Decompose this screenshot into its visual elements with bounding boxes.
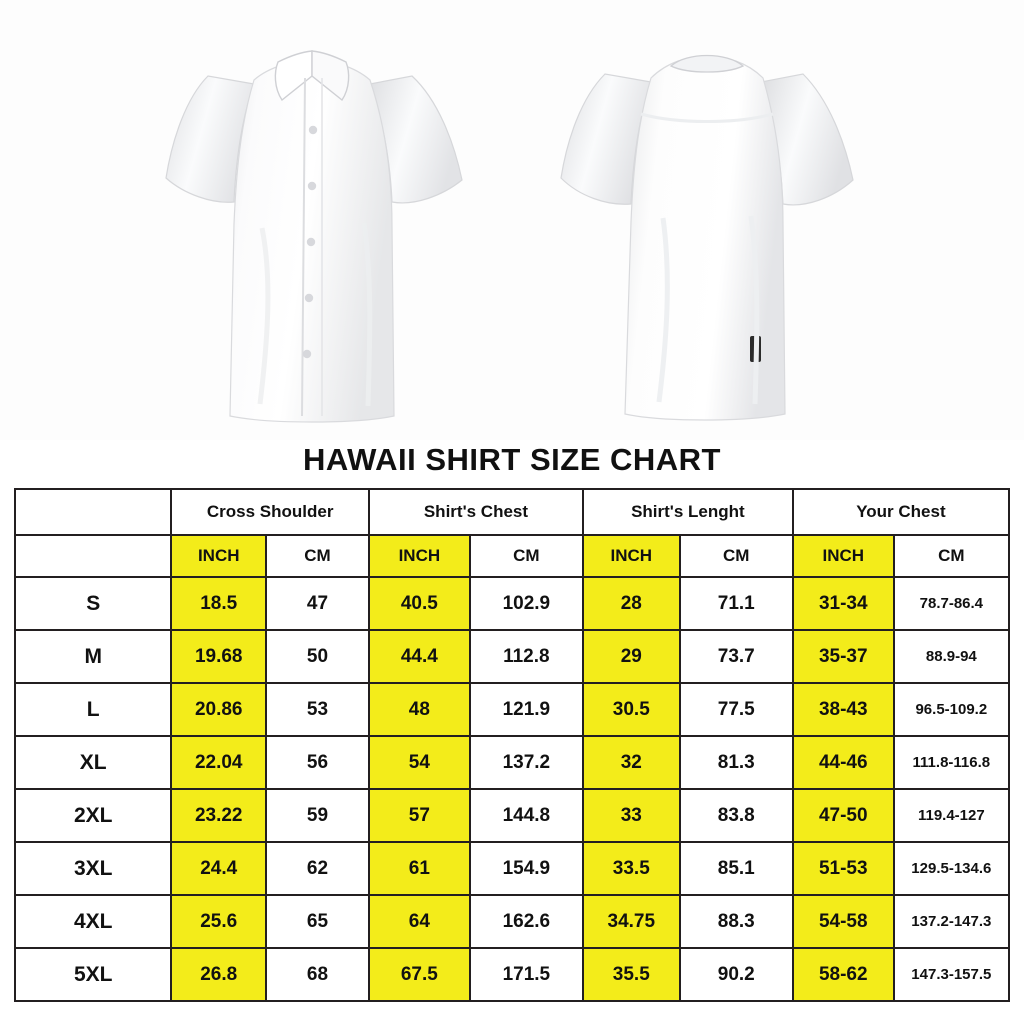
table-row (15, 736, 1009, 789)
cell-cs-inch: 24.4 (171, 842, 266, 895)
cell-cs-cm: 62 (266, 842, 369, 895)
row-size-label: XL (15, 736, 171, 789)
cell-yourchest-inch: 51-53 (793, 842, 894, 895)
cell-length-inch: 35.5 (583, 948, 680, 1001)
cell-chest-cm: 171.5 (470, 948, 583, 1001)
cell-chest-cm: 154.9 (470, 842, 583, 895)
shirt-front-image (150, 18, 480, 433)
cell-length-cm: 73.7 (680, 630, 793, 683)
cell-length-cm: 71.1 (680, 577, 793, 630)
unit-header-cs-cm: CM (266, 535, 369, 577)
cell-length-cm: 88.3 (680, 895, 793, 948)
shirt-illustrations (0, 0, 1024, 440)
size-chart-table (14, 488, 1010, 1002)
cell-yourchest-inch: 38-43 (793, 683, 894, 736)
cell-cs-cm: 53 (266, 683, 369, 736)
row-size-label: 5XL (15, 948, 171, 1001)
cell-yourchest-cm: 88.9-94 (894, 630, 1009, 683)
cell-cs-inch: 19.68 (171, 630, 266, 683)
table-row (15, 895, 1009, 948)
shirt-back-image (545, 18, 875, 433)
cell-chest-inch: 54 (369, 736, 470, 789)
unit-header-length-cm: CM (680, 535, 793, 577)
cell-cs-cm: 47 (266, 577, 369, 630)
cell-cs-cm: 59 (266, 789, 369, 842)
unit-header-yourchest-cm: CM (894, 535, 1009, 577)
cell-yourchest-inch: 58-62 (793, 948, 894, 1001)
cell-yourchest-inch: 54-58 (793, 895, 894, 948)
table-row (15, 948, 1009, 1001)
group-header-blank (15, 489, 171, 535)
unit-header-chest-inch: INCH (369, 535, 470, 577)
cell-chest-inch: 64 (369, 895, 470, 948)
group-header-your-chest: Your Chest (793, 489, 1009, 535)
cell-length-inch: 28 (583, 577, 680, 630)
cell-length-inch: 34.75 (583, 895, 680, 948)
cell-length-inch: 33 (583, 789, 680, 842)
cell-chest-cm: 121.9 (470, 683, 583, 736)
cell-cs-cm: 65 (266, 895, 369, 948)
cell-cs-inch: 18.5 (171, 577, 266, 630)
table-row (15, 630, 1009, 683)
row-size-label: 3XL (15, 842, 171, 895)
row-size-label: 2XL (15, 789, 171, 842)
cell-cs-inch: 25.6 (171, 895, 266, 948)
row-size-label: L (15, 683, 171, 736)
cell-chest-cm: 137.2 (470, 736, 583, 789)
table-row (15, 789, 1009, 842)
cell-cs-inch: 20.86 (171, 683, 266, 736)
cell-length-inch: 30.5 (583, 683, 680, 736)
unit-header-chest-cm: CM (470, 535, 583, 577)
size-chart-table-wrapper (0, 488, 1024, 1012)
unit-header-yourchest-inch: INCH (793, 535, 894, 577)
unit-header-blank (15, 535, 171, 577)
cell-chest-inch: 44.4 (369, 630, 470, 683)
cell-yourchest-cm: 96.5-109.2 (894, 683, 1009, 736)
cell-length-inch: 29 (583, 630, 680, 683)
page-title: HAWAII SHIRT SIZE CHART (303, 442, 721, 477)
cell-chest-cm: 162.6 (470, 895, 583, 948)
group-header-shirts-length: Shirt's Lenght (583, 489, 793, 535)
cell-cs-inch: 22.04 (171, 736, 266, 789)
cell-chest-inch: 67.5 (369, 948, 470, 1001)
table-unit-header-row (15, 535, 1009, 577)
cell-yourchest-cm: 147.3-157.5 (894, 948, 1009, 1001)
cell-length-inch: 33.5 (583, 842, 680, 895)
group-header-shirts-chest: Shirt's Chest (369, 489, 583, 535)
cell-length-cm: 83.8 (680, 789, 793, 842)
cell-chest-cm: 144.8 (470, 789, 583, 842)
row-size-label: M (15, 630, 171, 683)
cell-cs-inch: 26.8 (171, 948, 266, 1001)
cell-length-cm: 85.1 (680, 842, 793, 895)
cell-yourchest-inch: 31-34 (793, 577, 894, 630)
cell-yourchest-inch: 47-50 (793, 789, 894, 842)
cell-cs-cm: 56 (266, 736, 369, 789)
cell-yourchest-inch: 35-37 (793, 630, 894, 683)
cell-yourchest-cm: 78.7-86.4 (894, 577, 1009, 630)
row-size-label: S (15, 577, 171, 630)
cell-yourchest-cm: 111.8-116.8 (894, 736, 1009, 789)
table-row (15, 842, 1009, 895)
table-row (15, 683, 1009, 736)
unit-header-cs-inch: INCH (171, 535, 266, 577)
cell-cs-inch: 23.22 (171, 789, 266, 842)
row-size-label: 4XL (15, 895, 171, 948)
cell-chest-inch: 57 (369, 789, 470, 842)
cell-length-cm: 81.3 (680, 736, 793, 789)
table-group-header-row (15, 489, 1009, 535)
cell-chest-cm: 102.9 (470, 577, 583, 630)
cell-yourchest-cm: 129.5-134.6 (894, 842, 1009, 895)
cell-chest-cm: 112.8 (470, 630, 583, 683)
cell-yourchest-cm: 119.4-127 (894, 789, 1009, 842)
cell-length-cm: 90.2 (680, 948, 793, 1001)
unit-header-length-inch: INCH (583, 535, 680, 577)
cell-chest-inch: 40.5 (369, 577, 470, 630)
cell-chest-inch: 61 (369, 842, 470, 895)
cell-cs-cm: 50 (266, 630, 369, 683)
cell-yourchest-cm: 137.2-147.3 (894, 895, 1009, 948)
cell-length-cm: 77.5 (680, 683, 793, 736)
cell-yourchest-inch: 44-46 (793, 736, 894, 789)
group-header-cross-shoulder: Cross Shoulder (171, 489, 369, 535)
table-row (15, 577, 1009, 630)
cell-chest-inch: 48 (369, 683, 470, 736)
cell-length-inch: 32 (583, 736, 680, 789)
cell-cs-cm: 68 (266, 948, 369, 1001)
